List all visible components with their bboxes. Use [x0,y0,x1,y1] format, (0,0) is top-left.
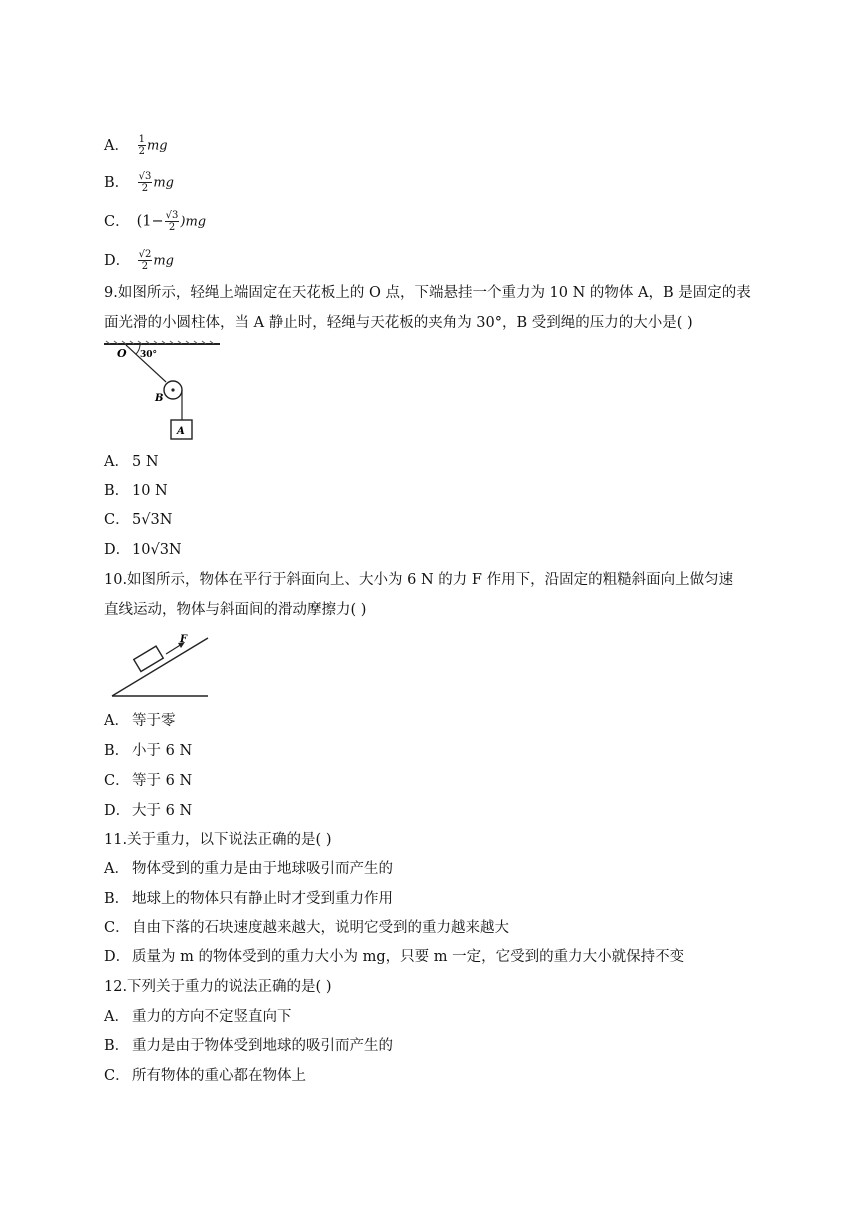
q11-option-c: C． 自由下落的石块速度越来越大，说明它受到的重力越来越大 [104,920,509,936]
fraction: $\frac{√2}{2}$ [138,249,152,272]
q9-stem-line2: 面光滑的小圆柱体，当 A 静止时，轻绳与天花板的夹角为 30°，B 受到绳的压力的大小是( ) [104,315,693,331]
q12-stem: 12.下列关于重力的说法正确的是( ) [104,979,332,995]
q8-option-d: D． $\frac{√2}{2}$ mg [104,249,174,272]
q10-option-c: C． 等于 6 N [104,773,193,789]
q9-option-b: B． 10 N [104,483,168,499]
q11-option-d: D． 质量为 m 的物体受到的重力大小为 mg，只要 m 一定，它受到的重力大小就保持不变 [104,949,685,965]
fraction: $\frac{1}{2}$ [138,134,145,157]
fraction: $\frac{√3}{2}$ [138,171,152,194]
q12-option-a: A． 重力的方向不定竖直向下 [104,1009,292,1025]
label-o: O [117,347,127,360]
q9-option-a: A． 5 N [104,454,159,470]
q11-stem: 11.关于重力，以下说法正确的是( ) [104,832,332,848]
q9-option-c: C． 5√3N [104,512,173,528]
fraction: $\frac{√3}{2}$ [165,210,179,233]
q8-option-c: C． (1− $\frac{√3}{2}$ )mg [104,210,207,233]
label-angle: 30° [140,350,158,360]
q10-figure [108,632,212,700]
q9-figure [100,340,225,445]
q9-stem-line1: 9.如图所示，轻绳上端固定在天花板上的 O 点，下端悬挂一个重力为 10 N 的物体 A，B 是固定的表 [104,285,751,301]
q10-option-d: D． 大于 6 N [104,803,193,819]
q10-option-a: A． 等于零 [104,713,176,729]
q8-option-b: B． $\frac{√3}{2}$ mg [104,171,174,194]
label-a: A [177,426,185,437]
label-b: B [155,393,164,404]
label-f: F [180,634,188,645]
q8-option-a: A． $\frac{1}{2}$ mg [104,134,168,157]
q11-option-a: A． 物体受到的重力是由于地球吸引而产生的 [104,861,393,877]
q12-option-c: C． 所有物体的重心都在物体上 [104,1068,306,1084]
q10-stem-line2: 直线运动，物体与斜面间的滑动摩擦力( ) [104,602,367,618]
q12-option-b: B． 重力是由于物体受到地球的吸引而产生的 [104,1038,393,1054]
q10-stem-line1: 10.如图所示，物体在平行于斜面向上、大小为 6 N 的力 F 作用下，沿固定的粗糙斜面向上做匀速 [104,572,734,588]
q11-option-b: B． 地球上的物体只有静止时才受到重力作用 [104,891,393,907]
q10-option-b: B． 小于 6 N [104,743,193,759]
q9-option-d: D． 10√3N [104,542,182,558]
